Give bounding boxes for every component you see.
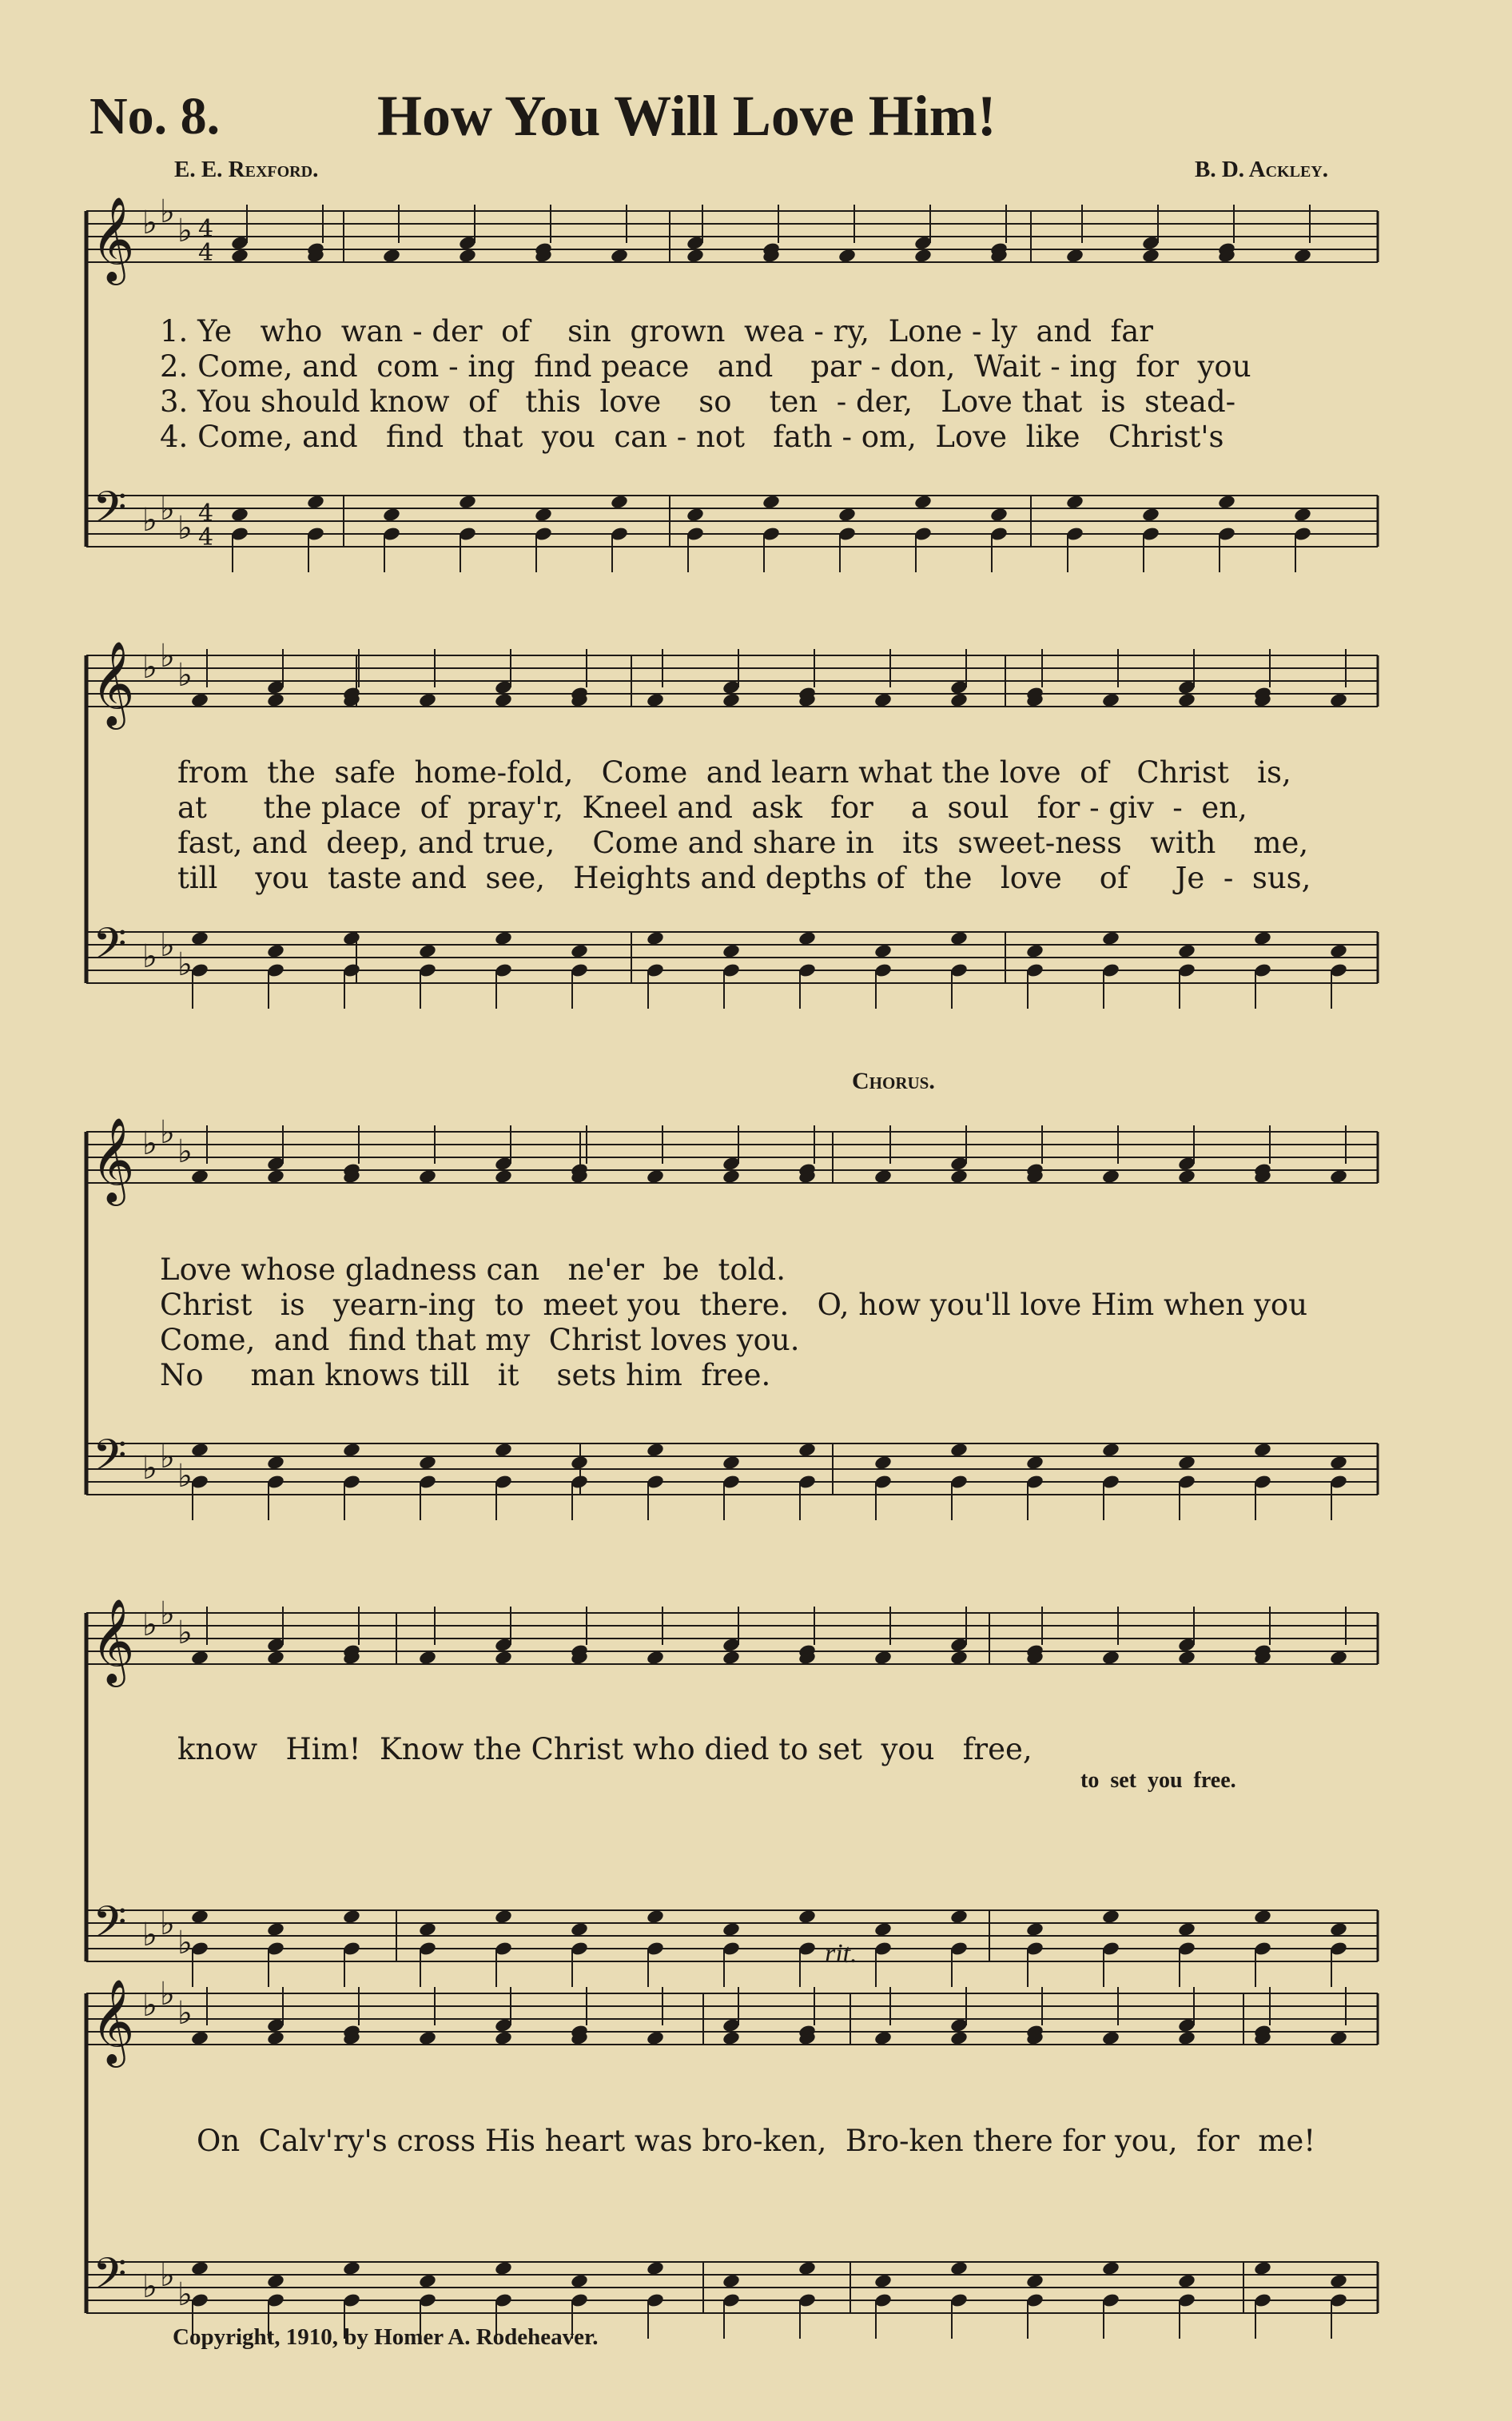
flat-icon: ♭	[177, 946, 193, 983]
note-head	[722, 943, 741, 959]
note-head	[494, 1650, 513, 1666]
note-head	[494, 692, 513, 708]
note-head	[190, 1909, 209, 1925]
flat-icon: ♭	[142, 2268, 157, 2305]
flat-icon: ♭	[142, 1450, 157, 1487]
flat-icon: ♭	[142, 649, 157, 686]
note-head	[266, 692, 285, 708]
note-head	[989, 507, 1009, 523]
note-head	[722, 2273, 741, 2289]
note-head	[838, 507, 857, 523]
flat-icon: ♭	[177, 1458, 193, 1495]
system3-verse4: No man knows till it sets him free.	[160, 1358, 771, 1392]
system4-lyric: know Him! Know the Christ who died to set you free,	[177, 1732, 1033, 1766]
flat-icon: ♭	[142, 502, 157, 539]
flat-icon: ♭	[142, 1607, 157, 1643]
note-head	[1329, 2273, 1348, 2289]
note-head	[1025, 1921, 1044, 1937]
note-head	[722, 1921, 741, 1937]
note-head	[418, 1650, 437, 1666]
note-head	[266, 943, 285, 959]
note-head	[1177, 692, 1196, 708]
note-head	[418, 1169, 437, 1185]
note-head	[1141, 507, 1160, 523]
note-head	[190, 1650, 209, 1666]
note-head	[949, 692, 969, 708]
time-signature-icon: 4	[198, 215, 214, 243]
note-head	[342, 2260, 361, 2276]
note-head	[494, 1169, 513, 1185]
note-head	[1101, 2030, 1120, 2046]
note-head	[646, 1650, 665, 1666]
note-head	[1101, 1909, 1120, 1925]
system1-verse2: 2. Come, and com - ing find peace and par - don, Wait - ing for you	[160, 349, 1251, 384]
note-head	[190, 1442, 209, 1458]
note-head	[1101, 2260, 1120, 2276]
note-head	[418, 2030, 437, 2046]
time-signature-icon: 4	[198, 524, 214, 551]
hymn-number: No. 8.	[90, 87, 221, 145]
note-head	[1141, 248, 1160, 264]
note-head	[949, 1442, 969, 1458]
note-head	[342, 1442, 361, 1458]
chorus-label: Chorus.	[852, 1068, 935, 1094]
note-head	[534, 507, 553, 523]
note-head	[190, 692, 209, 708]
note-head	[1025, 1455, 1044, 1471]
note-head	[873, 1921, 893, 1937]
flat-icon: ♭	[177, 1133, 193, 1170]
note-head	[494, 1909, 513, 1925]
note-head	[722, 1169, 741, 1185]
system4-echo: to set you free.	[1080, 1768, 1236, 1793]
flat-icon: ♭	[142, 1917, 157, 1953]
system3-verse3: Come, and find that my Christ loves you.	[160, 1323, 800, 1357]
note-head	[722, 1455, 741, 1471]
note-head	[646, 930, 665, 946]
note-head	[873, 2273, 893, 2289]
note-head	[1177, 1650, 1196, 1666]
copyright-notice: Copyright, 1910, by Homer A. Rodeheaver.	[173, 2324, 599, 2350]
note-head	[1329, 1169, 1348, 1185]
note-head	[570, 1921, 589, 1937]
note-head	[722, 2030, 741, 2046]
note-head	[266, 1921, 285, 1937]
system2-verse4: till you taste and see, Heights and depths of the love of Je - sus,	[177, 861, 1311, 895]
system2-verse3: fast, and deep, and true, Come and share in its sweet-ness with me,	[177, 826, 1309, 860]
note-head	[1177, 1455, 1196, 1471]
note-head	[494, 1442, 513, 1458]
note-head	[913, 494, 933, 510]
bass-clef-icon: 𝄢	[93, 2248, 127, 2310]
note-head	[1025, 943, 1044, 959]
note-head	[949, 2030, 969, 2046]
note-head	[1101, 1169, 1120, 1185]
note-head	[1101, 1650, 1120, 1666]
treble-clef-icon: 𝄞	[91, 1117, 135, 1202]
note-head	[570, 943, 589, 959]
note-head	[1025, 2273, 1044, 2289]
system2-verse2: at the place of pray'r, Kneel and ask for a soul for - giv - en,	[177, 790, 1247, 825]
note-head	[1253, 930, 1272, 946]
note-head	[873, 692, 893, 708]
note-head	[382, 507, 401, 523]
note-head	[1177, 943, 1196, 959]
note-head	[949, 1169, 969, 1185]
note-head	[418, 692, 437, 708]
note-head	[342, 1909, 361, 1925]
note-head	[873, 2030, 893, 2046]
system3-verse2: Christ is yearn-ing to meet you there. O, how you'll love Him when you	[160, 1288, 1308, 1322]
note-head	[686, 507, 705, 523]
note-head	[190, 2260, 209, 2276]
composer-credit: B. D. Ackley.	[1194, 157, 1328, 182]
note-head	[949, 1909, 969, 1925]
note-head	[722, 692, 741, 708]
system1-verse4: 4. Come, and find that you can - not fath - om, Love like Christ's	[160, 420, 1224, 454]
note-head	[1177, 1169, 1196, 1185]
bass-clef-icon: 𝄢	[93, 482, 127, 544]
note-head	[646, 2030, 665, 2046]
flat-icon: ♭	[142, 1987, 157, 2024]
note-head	[722, 1650, 741, 1666]
note-head	[646, 1442, 665, 1458]
hymn-title: How You Will Love Him!	[377, 84, 997, 148]
flat-icon: ♭	[160, 1595, 175, 1632]
note-head	[494, 2260, 513, 2276]
note-head	[266, 1650, 285, 1666]
system3-verse1: Love whose gladness can ne'er be told.	[160, 1252, 786, 1287]
flat-icon: ♭	[160, 1976, 175, 2013]
note-head	[190, 1169, 209, 1185]
note-head	[1217, 494, 1236, 510]
note-head	[1329, 1921, 1348, 1937]
flat-icon: ♭	[160, 1905, 175, 1942]
author-credit: E. E. Rexford.	[174, 157, 319, 182]
system1-verse3: 3. You should know of this love so ten - der, Love that is stead-	[160, 384, 1236, 419]
note-head	[458, 494, 477, 510]
note-head	[798, 1442, 817, 1458]
note-head	[949, 930, 969, 946]
time-signature-icon: 4	[198, 239, 214, 267]
note-head	[949, 1650, 969, 1666]
note-head	[458, 248, 477, 264]
note-head	[418, 943, 437, 959]
flat-icon: ♭	[142, 938, 157, 975]
note-head	[1329, 2030, 1348, 2046]
note-head	[570, 1455, 589, 1471]
note-head	[1101, 930, 1120, 946]
note-head	[418, 1455, 437, 1471]
flat-icon: ♭	[160, 491, 175, 528]
flat-icon: ♭	[142, 1125, 157, 1162]
flat-icon: ♭	[160, 1439, 175, 1475]
note-head	[1253, 1909, 1272, 1925]
note-head	[873, 943, 893, 959]
note-head	[1253, 1442, 1272, 1458]
note-head	[306, 494, 325, 510]
note-head	[798, 2260, 817, 2276]
note-head	[1253, 2260, 1272, 2276]
note-head	[949, 2260, 969, 2276]
note-head	[1329, 692, 1348, 708]
bass-clef-icon: 𝄢	[93, 918, 127, 980]
treble-clef-icon: 𝄞	[91, 196, 135, 281]
note-head	[494, 930, 513, 946]
note-head	[1329, 1650, 1348, 1666]
system2-verse1: from the safe home-fold, Come and learn what the love of Christ is,	[177, 755, 1291, 790]
flat-icon: ♭	[177, 1615, 193, 1651]
note-head	[686, 248, 705, 264]
note-head	[1293, 248, 1312, 264]
note-head	[190, 930, 209, 946]
note-head	[798, 1909, 817, 1925]
flat-icon: ♭	[177, 657, 193, 694]
treble-clef-icon: 𝄞	[91, 1978, 135, 2064]
note-head	[610, 248, 629, 264]
note-head	[798, 930, 817, 946]
note-head	[266, 2273, 285, 2289]
note-head	[646, 2260, 665, 2276]
flat-icon: ♭	[160, 1114, 175, 1151]
treble-clef-icon: 𝄞	[91, 640, 135, 726]
note-head	[646, 692, 665, 708]
time-signature-icon: 4	[198, 500, 214, 528]
note-head	[190, 2030, 209, 2046]
note-head	[230, 507, 249, 523]
note-head	[1329, 943, 1348, 959]
note-head	[873, 1169, 893, 1185]
note-head	[1177, 2273, 1196, 2289]
flat-icon: ♭	[142, 205, 157, 241]
flat-icon: ♭	[160, 2257, 175, 2294]
note-head	[266, 2030, 285, 2046]
note-head	[1177, 2030, 1196, 2046]
note-head	[418, 2273, 437, 2289]
note-head	[873, 1455, 893, 1471]
system5-lyric: On Calv'ry's cross His heart was bro-ken, Bro-ken there for you, for me!	[197, 2124, 1316, 2158]
note-head	[913, 248, 933, 264]
bass-clef-icon: 𝄢	[93, 1430, 127, 1491]
flat-icon: ♭	[160, 193, 175, 230]
flat-icon: ♭	[177, 213, 193, 249]
note-head	[342, 930, 361, 946]
flat-icon: ♭	[160, 638, 175, 675]
flat-icon: ♭	[177, 2276, 193, 2313]
note-head	[873, 1650, 893, 1666]
note-head	[1101, 692, 1120, 708]
note-head	[494, 2030, 513, 2046]
note-head	[646, 1169, 665, 1185]
note-head	[266, 1455, 285, 1471]
note-head	[762, 494, 781, 510]
note-head	[570, 2273, 589, 2289]
tempo-mark: rit.	[825, 1939, 857, 1969]
flat-icon: ♭	[160, 927, 175, 964]
note-head	[266, 1169, 285, 1185]
flat-icon: ♭	[177, 1925, 193, 1961]
note-head	[610, 494, 629, 510]
flat-icon: ♭	[177, 1995, 193, 2032]
note-head	[1065, 494, 1084, 510]
note-head	[382, 248, 401, 264]
note-head	[1101, 1442, 1120, 1458]
bass-clef-icon: 𝄢	[93, 1897, 127, 1958]
treble-clef-icon: 𝄞	[91, 1598, 135, 1683]
note-head	[418, 1921, 437, 1937]
note-head	[646, 1909, 665, 1925]
note-head	[1065, 248, 1084, 264]
note-head	[1177, 1921, 1196, 1937]
flat-icon: ♭	[177, 510, 193, 547]
note-head	[838, 248, 857, 264]
note-head	[230, 248, 249, 264]
system1-verse1: 1. Ye who wan - der of sin grown wea - ry, Lone - ly and far	[160, 314, 1153, 348]
note-head	[1293, 507, 1312, 523]
note-head	[1329, 1455, 1348, 1471]
